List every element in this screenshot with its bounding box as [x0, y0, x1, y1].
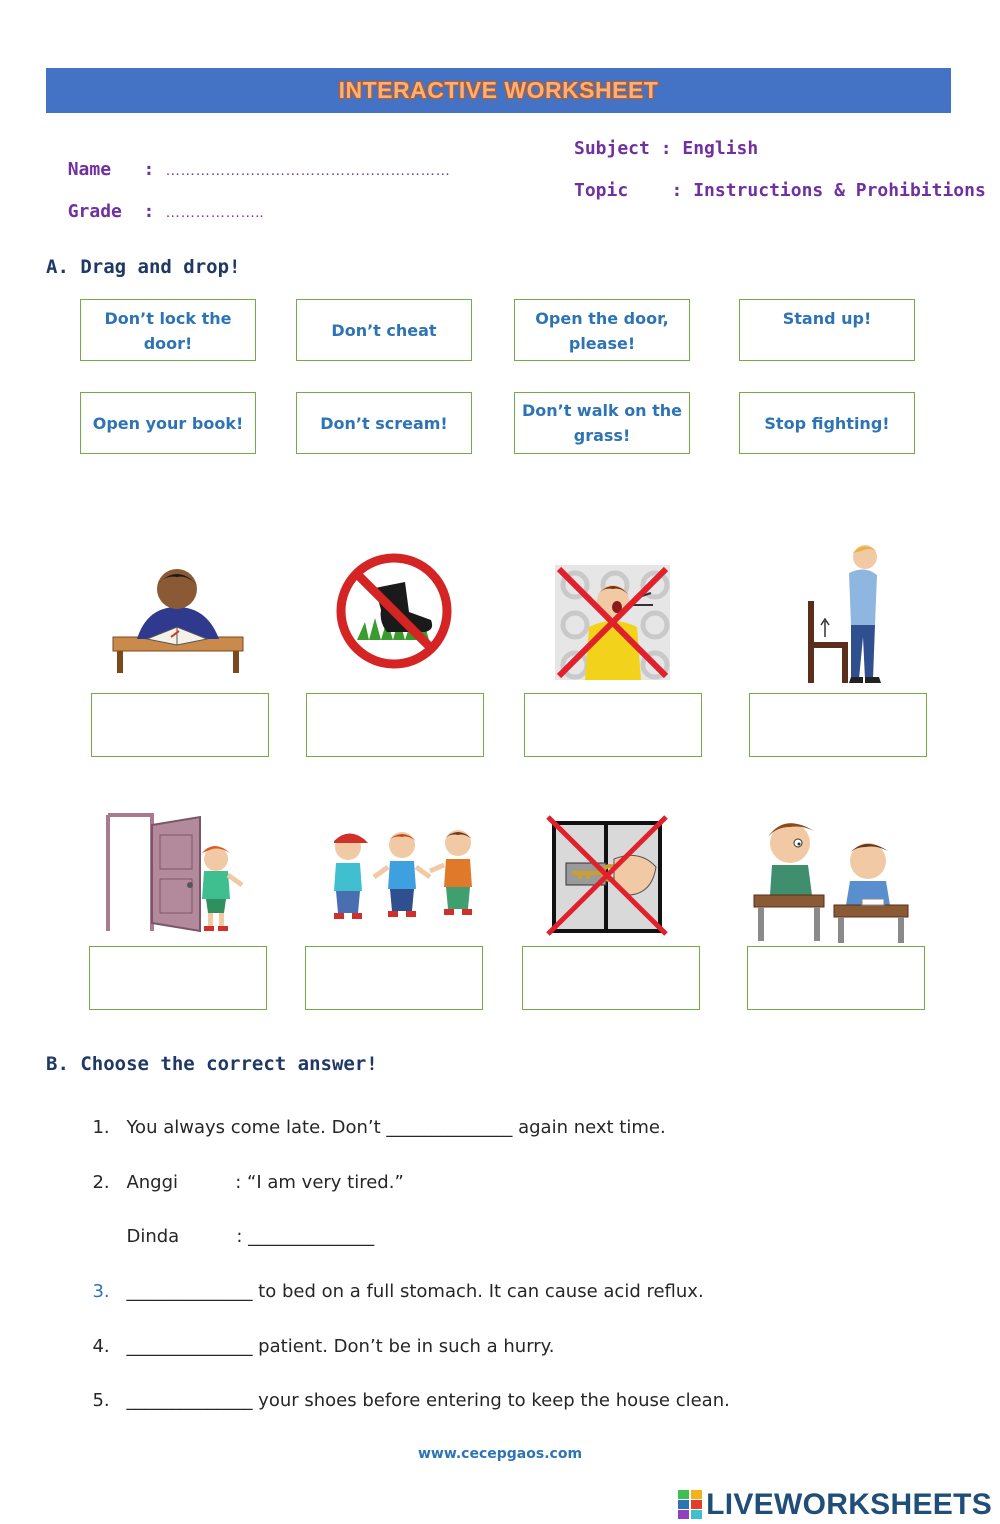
word-box-dont-walk-grass[interactable]	[514, 392, 690, 454]
word-box-label: Open the door, please!	[535, 309, 669, 353]
word-box-stand-up[interactable]	[739, 299, 915, 361]
question-number: 3.	[92, 1281, 110, 1302]
drop-target-5[interactable]	[89, 946, 267, 1010]
drop-target-2[interactable]	[306, 693, 484, 757]
question-text: Anggi : “I am very tired.”	[126, 1172, 404, 1193]
name-label: Name :	[67, 159, 166, 180]
word-box-dont-lock-door[interactable]	[80, 299, 256, 361]
word-box-stop-fighting[interactable]	[739, 392, 915, 454]
drop-target-3[interactable]	[524, 693, 702, 757]
drop-target-7[interactable]	[522, 946, 700, 1010]
name-field[interactable]: …………………………………………………	[165, 162, 451, 179]
no-screaming-picture	[555, 565, 670, 680]
boy-cheating-picture	[750, 815, 912, 945]
name-row	[46, 138, 450, 180]
drop-target-4[interactable]	[749, 693, 927, 757]
question-4[interactable]	[81, 1315, 554, 1357]
question-text: ______________ your shoes before entering to keep the house clean.	[126, 1390, 730, 1411]
question-number: 1.	[92, 1117, 110, 1138]
drop-target-8[interactable]	[747, 946, 925, 1010]
liveworksheets-logo[interactable]	[678, 1488, 992, 1522]
question-number: 4.	[92, 1336, 110, 1357]
man-standing-up-picture	[803, 541, 893, 686]
word-box-label: Open your book!	[92, 413, 244, 433]
question-text: Dinda : ______________	[126, 1226, 375, 1247]
boy-opening-door-picture	[96, 813, 246, 933]
word-box-label: Don’t scream!	[320, 413, 448, 433]
question-1[interactable]	[81, 1096, 666, 1138]
question-5[interactable]	[81, 1369, 730, 1411]
question-number: 2.	[92, 1172, 110, 1193]
drop-target-1[interactable]	[91, 693, 269, 757]
liveworksheets-wordmark: LIVEWORKSHEETS	[706, 1488, 992, 1521]
question-3[interactable]	[81, 1260, 704, 1302]
section-a-heading: A. Drag and drop!	[46, 256, 241, 278]
section-b-heading: B. Choose the correct answer!	[46, 1053, 378, 1075]
topic-text: Topic : Instructions & Prohibitions	[574, 180, 986, 201]
drop-target-6[interactable]	[305, 946, 483, 1010]
worksheet-banner	[46, 68, 951, 113]
word-box-label: Stand up!	[782, 309, 872, 328]
no-walking-on-grass-picture	[335, 552, 453, 670]
liveworksheets-icon	[678, 1490, 702, 1520]
no-locking-door-picture	[544, 813, 670, 938]
question-number: 5.	[92, 1390, 110, 1411]
word-box-open-book[interactable]	[80, 392, 256, 454]
boy-reading-book-picture	[107, 557, 247, 677]
grade-row	[46, 180, 264, 222]
word-box-dont-cheat[interactable]	[296, 299, 472, 361]
word-box-open-door[interactable]	[514, 299, 690, 361]
boys-fighting-picture	[318, 825, 488, 923]
question-2-answer[interactable]	[81, 1205, 374, 1247]
question-text: ______________ to bed on a full stomach. It can cause acid reflux.	[126, 1281, 704, 1302]
word-box-label: Don’t cheat	[331, 320, 437, 340]
question-text: ______________ patient. Don’t be in such a hurry.	[126, 1336, 555, 1357]
word-box-label: Don’t lock the door!	[104, 309, 232, 353]
word-box-dont-scream[interactable]	[296, 392, 472, 454]
banner-title: INTERACTIVE WORKSHEET	[338, 77, 659, 103]
question-2[interactable]	[81, 1151, 404, 1193]
website-link[interactable]: www.cecepgaos.com	[417, 1446, 583, 1462]
word-box-label: Don’t walk on the grass!	[521, 401, 683, 445]
question-text: You always come late. Don’t ______________ again next time.	[126, 1117, 666, 1138]
grade-label: Grade :	[67, 201, 166, 222]
grade-field[interactable]: ………………..	[165, 204, 264, 221]
word-box-label: Stop fighting!	[764, 413, 890, 433]
subject-text: Subject : English	[574, 138, 759, 159]
